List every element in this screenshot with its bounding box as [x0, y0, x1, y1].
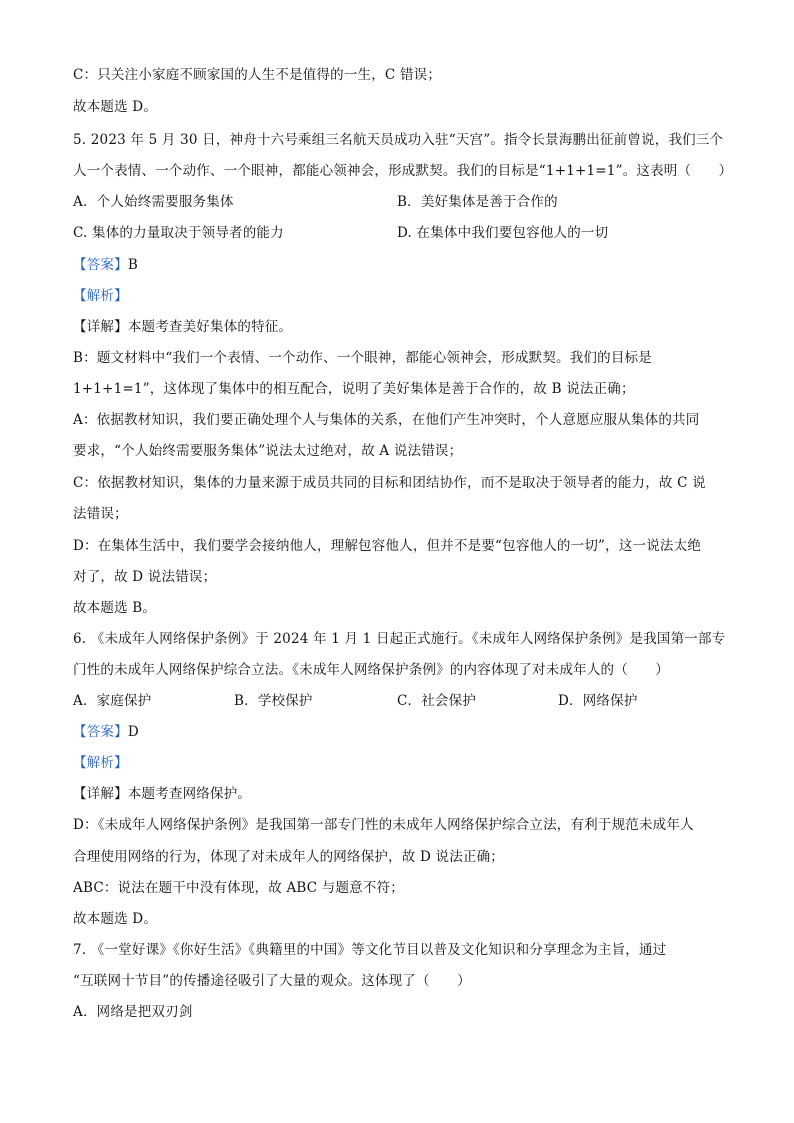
q6-option-d: D．网络保护: [558, 693, 638, 709]
q5-detail: [73, 318, 292, 336]
q5-stem-line-2: 人一个表情、一个动作、一个眼神，都能心领神会，形成默契。我们的目标是“1+1+1=1”。这表明（ ）: [73, 163, 733, 179]
q6-option-a: A．家庭保护: [73, 693, 152, 709]
q4-conclusion: 故本题选 D。: [73, 99, 158, 115]
q6-stem-line-1: 6. 《未成年人网络保护条例》于 2024 年 1 月 1 日起正式施行。《未成年人网络保护条例》是我国第一部专: [73, 631, 726, 647]
q6-answer: [73, 723, 139, 741]
q5-answer-value: B: [127, 257, 138, 273]
q5-conclusion: 故本题选 B。: [73, 600, 157, 616]
q6-analysis-heading: [73, 754, 128, 772]
q6-stem-line-2: 门性的未成年人网络保护综合立法。《未成年人网络保护条例》的内容体现了对未成年人的（ ）: [73, 662, 670, 678]
q5-option-d: D. 在集体中我们要包容他人的一切: [397, 225, 609, 241]
q5-detail-tag: 【详解】: [73, 319, 128, 335]
q5-expl-line: 1+1+1=1”，这体现了集体中的相互配合，说明了美好集体是善于合作的，故 B 说法正确；: [73, 381, 635, 397]
q6-conclusion: 故本题选 D。: [73, 911, 158, 927]
q5-expl-line: 要求，“个人始终需要服务集体”说法太过绝对，故 A 说法错误；: [73, 443, 463, 459]
q5-expl-line: 法错误；: [73, 506, 128, 522]
q5-expl-line: 对了，故 D 说法错误；: [73, 569, 217, 585]
q5-detail-text: 本题考查美好集体的特征。: [127, 319, 293, 335]
q5-expl-line: C：依据教材知识，集体的力量来源于成员共同的目标和团结协作，而不是取决于领导者的能力，故 C 说: [73, 475, 706, 491]
q5-expl-line: B：题文材料中“我们一个表情、一个动作、一个眼神，都能心领神会，形成默契。我们的目标是: [73, 350, 652, 366]
q5-option-b: B．美好集体是善于合作的: [397, 194, 558, 210]
q5-expl-line: D：在集体生活中，我们要学会接纳他人，理解包容他人，但并不是要“包容他人的一切”，这一说法太绝: [73, 538, 702, 554]
q5-stem-line-1: 5. 2023 年 5 月 30 日，神舟十六号乘组三名航天员成功入驻“天宫”。指令长景海鹏出征前曾说，我们三个: [73, 132, 724, 148]
q6-detail-tag: 【详解】: [73, 786, 128, 802]
q6-answer-tag: 【答案】: [73, 724, 128, 740]
q6-expl-line: D：《未成年人网络保护条例》是我国第一部专门性的未成年人网络保护综合立法，有利于规范未成年人: [73, 817, 694, 833]
q6-detail-text: 本题考查网络保护。: [127, 786, 252, 802]
q6-option-c: C．社会保护: [397, 693, 477, 709]
q5-expl-line: A：依据教材知识，我们要正确处理个人与集体的关系，在他们产生冲突时，个人意愿应服从集体的共同: [73, 412, 700, 428]
q7-stem-line-1: 7. 《一堂好课》《你好生活》《典籍里的中国》等文化节目以普及文化知识和分享理念为主旨，通过: [73, 942, 667, 958]
q7-option-a: A．网络是把双刃剑: [73, 1004, 193, 1020]
q5-answer-tag: 【答案】: [73, 257, 128, 273]
q6-expl-line: ABC：说法在题干中没有体现，故 ABC 与题意不符；: [73, 880, 404, 896]
q7-stem-line-2: “互联网十节目”的传播途径吸引了大量的观众。这体现了（ ）: [73, 973, 471, 989]
q5-analysis-tag: 【解析】: [73, 288, 128, 304]
q5-answer: [73, 256, 138, 274]
q6-answer-value: D: [127, 724, 139, 740]
q6-detail: [73, 785, 251, 803]
q6-expl-line: 合理使用网络的行为，体现了对未成年人的网络保护，故 D 说法正确；: [73, 849, 505, 865]
q6-option-b: B．学校保护: [234, 693, 313, 709]
q5-analysis-heading: [73, 287, 128, 305]
q4-explanation-c: C：只关注小家庭不顾家国的人生不是值得的一生，C 错误；: [73, 67, 442, 83]
q5-option-a: A．个人始终需要服务集体: [73, 194, 234, 210]
q5-option-c: C. 集体的力量取决于领导者的能力: [73, 225, 284, 241]
q6-analysis-tag: 【解析】: [73, 755, 128, 771]
